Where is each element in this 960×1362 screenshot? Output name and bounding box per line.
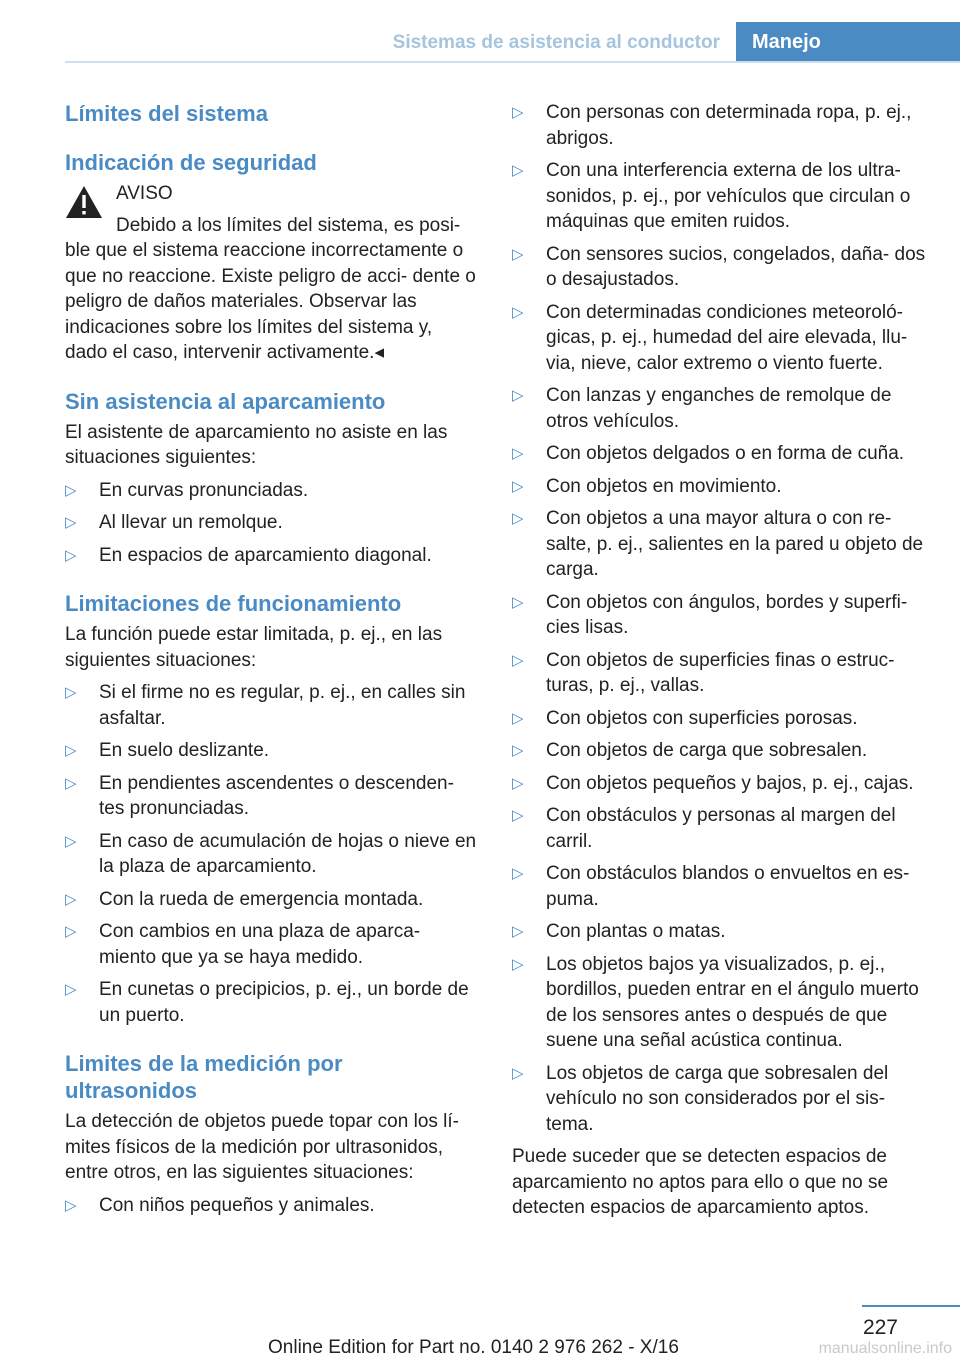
bullet-triangle-icon: ▷ [65, 981, 77, 998]
list-item-text: Con niños pequeños y animales. [99, 1194, 375, 1216]
list-item [512, 648, 927, 699]
list-item [512, 952, 927, 1054]
no-assist-intro: El asistente de aparcamiento no asiste en las situaciones siguientes: [65, 421, 448, 468]
bullet-triangle-icon: ▷ [512, 245, 524, 263]
edition-note: Online Edition for Part no. 0140 2 976 262 - X/16 [268, 1337, 679, 1358]
list-item-text: En espacios de aparcamiento diagonal. [99, 544, 432, 566]
bullet-triangle-icon: ▷ [512, 651, 524, 669]
no-assist-heading: Sin asistencia al aparcamiento [65, 388, 386, 414]
warning-triangle-icon [65, 185, 103, 219]
list-item [65, 919, 479, 970]
bullet-triangle-icon: ▷ [512, 923, 524, 940]
list-item [65, 771, 479, 822]
list-item-text: Con la rueda de emergencia montada. [99, 888, 424, 910]
list-item-text: En cunetas o precipicios, p. ej., un borde de un puerto. [99, 979, 469, 1026]
left-column [65, 100, 479, 1225]
bullet-triangle-icon: ▷ [512, 955, 524, 973]
list-item-text: En pendientes ascendentes o descenden- tes pronunciadas. [99, 772, 454, 819]
bullet-triangle-icon: ▷ [65, 832, 77, 850]
ultra-intro: La detección de objetos puede topar con los lí- mites físicos de la medición por ultrasonidos, entre otros, en las siguientes situaciones: [65, 1111, 459, 1183]
ultra-list [65, 1193, 479, 1219]
list-item-text: Con lanzas y enganches de remolque de otros vehículos. [546, 385, 892, 432]
list-item [512, 803, 927, 854]
bullet-triangle-icon: ▷ [65, 546, 77, 564]
list-item [512, 100, 927, 151]
list-item [65, 510, 479, 536]
bullet-triangle-icon: ▷ [512, 742, 524, 759]
list-item-text: Con una interferencia externa de los ultra- sonidos, p. ej., por vehículos que circulan o máquinas que emiten ruidos. [546, 160, 911, 232]
bullet-triangle-icon: ▷ [65, 514, 77, 531]
bullet-triangle-icon: ▷ [65, 890, 77, 908]
limits-heading: Limitaciones de funcionamiento [65, 591, 402, 616]
list-item [512, 158, 927, 235]
bullet-triangle-icon: ▷ [512, 593, 524, 611]
watermark: manualsonline.info [818, 1340, 952, 1357]
limits-intro: La función puede estar limitada, p. ej., en las siguientes situaciones: [65, 624, 443, 671]
bullet-triangle-icon: ▷ [512, 162, 524, 179]
list-item-text: Con obstáculos y personas al margen del carril. [546, 805, 896, 852]
bullet-triangle-icon: ▷ [512, 445, 524, 462]
list-item [512, 441, 927, 467]
list-item-text: Los objetos bajos ya visualizados, p. ej., bordillos, pueden entrar en el ángulo muerto de los sensores antes o después de que suene una señal acústica continua. [546, 953, 919, 1051]
list-item-text: Con objetos con ángulos, bordes y superfi- cies lisas. [546, 591, 908, 638]
list-item-text: Con personas con determinada ropa, p. ej., abrigos. [546, 102, 912, 149]
list-item-text: Con sensores sucios, congelados, daña- dos o desajustados. [546, 243, 926, 290]
right-list [512, 100, 927, 1137]
list-item-text: Con objetos pequeños y bajos, p. ej., cajas. [546, 772, 914, 794]
list-item [512, 383, 927, 434]
list-item [65, 680, 479, 731]
list-item-text: Con objetos delgados o en forma de cuña. [546, 443, 905, 464]
list-item [512, 474, 927, 500]
bullet-triangle-icon: ▷ [512, 1064, 524, 1082]
bullet-triangle-icon: ▷ [512, 709, 524, 727]
bullet-triangle-icon: ▷ [512, 387, 524, 404]
list-item-text: En curvas pronunciadas. [99, 479, 309, 501]
list-item [512, 242, 927, 293]
bullet-triangle-icon: ▷ [65, 742, 77, 759]
list-item [512, 861, 927, 912]
list-item-text: Con objetos a una mayor altura o con re- salte, p. ej., salientes en la pared u objeto de carga. [546, 508, 924, 580]
list-item-text: Al llevar un remolque. [99, 512, 283, 533]
bullet-triangle-icon: ▷ [512, 477, 524, 495]
list-item [65, 1193, 479, 1219]
no-assist-list [65, 478, 479, 569]
warning-label: AVISO [116, 183, 173, 204]
list-item-text: Con objetos en movimiento. [546, 475, 782, 497]
section-title: Sistemas de asistencia al conductor [392, 32, 720, 53]
bullet-triangle-icon: ▷ [512, 774, 524, 792]
list-item-text: Con objetos de carga que sobresalen. [546, 740, 868, 761]
list-item [512, 706, 927, 732]
limits-list [65, 680, 479, 1028]
list-item-text: Con cambios en una plaza de aparca- miento que ya se haya medido. [99, 921, 421, 968]
page-number: 227 [862, 1316, 898, 1339]
warning-text-first: Debido a los límites del sistema, es posi- [116, 214, 461, 236]
page-title: Límites del sistema [65, 101, 268, 126]
bullet-triangle-icon: ▷ [65, 481, 77, 499]
list-item [512, 300, 927, 377]
chapter-tab: Manejo [736, 22, 960, 62]
safety-heading: Indicación de seguridad [65, 150, 317, 175]
list-item [65, 977, 479, 1028]
list-item-text: Con plantas o matas. [546, 921, 726, 942]
list-item-text: Los objetos de carga que sobresalen del vehículo no son considerados por el sis- tema. [546, 1062, 889, 1135]
list-item [512, 506, 927, 583]
bullet-triangle-icon: ▷ [512, 510, 524, 527]
list-item [65, 887, 479, 913]
list-item [65, 478, 479, 504]
list-item [512, 771, 927, 797]
list-item [512, 738, 927, 764]
running-header [65, 22, 960, 62]
list-item-text: Si el firme no es regular, p. ej., en calles sin asfaltar. [99, 682, 466, 729]
list-item-text: En caso de acumulación de hojas o nieve en la plaza de aparcamiento. [99, 830, 477, 877]
list-item-text: Con obstáculos blandos o envueltos en es- puma. [546, 863, 910, 910]
bullet-triangle-icon: ▷ [65, 923, 77, 940]
warning-text: ble que el sistema reaccione incorrectamente o que no reaccione. Existe peligro de acci- dente o peligro de daños materiales. Observar las indicaciones sobre los límites del sistema y, dado el caso, intervenir activamente.◂ [65, 240, 476, 363]
bullet-triangle-icon: ▷ [512, 807, 524, 824]
list-item-text: Con determinadas condiciones meteoroló- gicas, p. ej., humedad del aire elevada, llu- via, nieve, calor extremo o viento fuerte. [546, 301, 908, 374]
bullet-triangle-icon: ▷ [512, 303, 524, 321]
list-item-text: En suelo deslizante. [99, 740, 270, 761]
list-item [65, 543, 479, 569]
ultra-heading: Limites de la medición por ultrasonidos [65, 1051, 343, 1103]
bullet-triangle-icon: ▷ [512, 104, 524, 121]
list-item [65, 738, 479, 764]
right-column [512, 100, 927, 1221]
closing-paragraph: Puede suceder que se detecten espacios de aparcamiento no aptos para ello o que no se detecten espacios de aparcamiento aptos. [512, 1146, 889, 1218]
list-item [512, 919, 927, 945]
header-rule [65, 61, 960, 63]
bullet-triangle-icon: ▷ [512, 865, 524, 882]
bullet-triangle-icon: ▷ [65, 684, 77, 701]
bullet-triangle-icon: ▷ [65, 774, 77, 792]
footer-rule [862, 1305, 960, 1307]
warning-block [65, 181, 479, 366]
list-item [512, 1061, 927, 1138]
list-item [512, 590, 927, 641]
list-item-text: Con objetos con superficies porosas. [546, 707, 858, 729]
list-item-text: Con objetos de superficies finas o estruc- turas, p. ej., vallas. [546, 649, 895, 696]
bullet-triangle-icon: ▷ [65, 1196, 77, 1214]
list-item [65, 829, 479, 880]
